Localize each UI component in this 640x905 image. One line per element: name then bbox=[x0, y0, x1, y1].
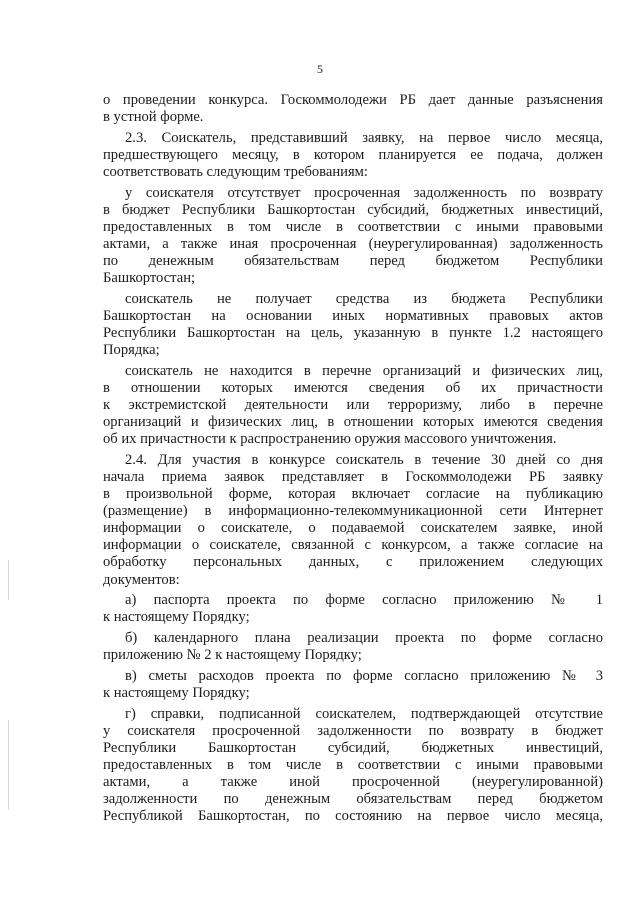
text-line: к настоящему Порядку; bbox=[103, 684, 250, 701]
text-line: о проведении конкурса. Госкоммолодежи РБ дает данные разъяснения bbox=[103, 92, 603, 108]
text-line: Республики Башкортостан на цель, указанную в пункте 1.2 настоящего bbox=[103, 325, 603, 341]
text-line: к настоящему Порядку; bbox=[103, 609, 250, 626]
text-line: Башкортостан; bbox=[103, 270, 196, 287]
paragraph-2-4 bbox=[103, 452, 603, 589]
page-number: 5 bbox=[317, 62, 323, 76]
text-line: у соискателя отсутствует просроченная задолженность по возврату bbox=[125, 184, 603, 201]
requirement-no-other-funding bbox=[103, 291, 603, 359]
text-line: Порядка; bbox=[103, 342, 160, 359]
text-line: информации о соискателе, о подаваемой соискателем заявке, иной bbox=[103, 520, 603, 537]
scan-edge-mark-lower bbox=[8, 720, 9, 810]
text-line: в) сметы расходов проекта по форме согласно приложению № 3 bbox=[125, 667, 603, 684]
list-item-v bbox=[103, 668, 603, 702]
text-line: в отношении которых имеются сведения об их причастности bbox=[103, 379, 603, 396]
text-line: у соискателя просроченной задолженности по возврату в бюджет bbox=[103, 722, 603, 739]
text-line: предшествующего месяцу, в котором планируется ее подача, должен bbox=[103, 146, 603, 163]
text-line: в бюджет Республики Башкортостан субсидий, бюджетных инвестиций, bbox=[103, 201, 603, 218]
requirement-no-debt bbox=[103, 185, 603, 288]
text-line: об их причастности к распространению оружия массового уничтожения. bbox=[103, 431, 557, 448]
text-line: соответствовать следующим требованиям: bbox=[103, 163, 368, 180]
text-line: предоставленных в том числе в соответствии с иными правовыми bbox=[103, 756, 603, 773]
text-line: по денежным обязательствам перед бюджетом Республики bbox=[103, 253, 603, 270]
text-line: 2.4. Для участия в конкурсе соискатель в течение 30 дней со дня bbox=[125, 451, 603, 468]
text-line: актами, а также иная просроченная (неурегулированная) задолженность bbox=[103, 235, 603, 252]
text-line: Республики Башкортостан субсидий, бюджетных инвестиций, bbox=[103, 739, 603, 756]
text-line: соискатель не находится в перечне организаций и физических лиц, bbox=[125, 362, 603, 379]
scan-edge-mark-upper bbox=[8, 560, 9, 600]
requirement-not-in-extremism-list bbox=[103, 363, 603, 448]
text-line: предоставленных в том числе в соответствии с иными правовыми bbox=[103, 218, 603, 235]
list-item-g bbox=[103, 706, 603, 826]
text-line: Республикой Башкортостан, по состоянию на первое число месяца, bbox=[103, 808, 603, 825]
text-line: 2.3. Соискатель, представивший заявку, на первое число месяца, bbox=[125, 129, 603, 146]
text-line: начала приема заявок представляет в Госкоммолодежи РБ заявку bbox=[103, 468, 603, 485]
text-line: б) календарного плана реализации проекта по форме согласно bbox=[125, 629, 603, 646]
text-line: в устной форме. bbox=[103, 109, 204, 126]
text-line: в произвольной форме, которая включает согласие на публикацию bbox=[103, 486, 603, 503]
paragraph-continuation bbox=[103, 92, 603, 126]
text-line: г) справки, подписанной соискателем, подтверждающей отсутствие bbox=[125, 705, 603, 722]
text-line: соискатель не получает средства из бюджета Республики bbox=[125, 290, 603, 307]
text-line: актами, а также иной просроченной (неурегулированной) bbox=[103, 773, 603, 790]
text-line: информации о соискателе, связанной с конкурсом, а также согласие на bbox=[103, 537, 603, 554]
list-item-b bbox=[103, 630, 603, 664]
text-line: документов: bbox=[103, 571, 180, 588]
text-line: организаций и физических лиц, в отношении которых имеются сведения bbox=[103, 414, 603, 431]
list-item-a bbox=[103, 592, 603, 626]
paragraph-2-3 bbox=[103, 130, 603, 181]
text-line: обработку персональных данных, с приложением следующих bbox=[103, 554, 603, 571]
text-line: задолженности по денежным обязательствам перед бюджетом bbox=[103, 791, 603, 807]
text-line: а) паспорта проекта по форме согласно приложению № 1 bbox=[125, 592, 603, 609]
text-line: к экстремистской деятельности или терроризму, либо в перечне bbox=[103, 396, 603, 413]
document-body bbox=[103, 92, 603, 825]
text-line: (размещение) в информационно-телекоммуникационной сети Интернет bbox=[103, 503, 603, 520]
text-line: приложению № 2 к настоящему Порядку; bbox=[103, 647, 362, 664]
text-line: Башкортостан на основании иных нормативных правовых актов bbox=[103, 307, 603, 324]
